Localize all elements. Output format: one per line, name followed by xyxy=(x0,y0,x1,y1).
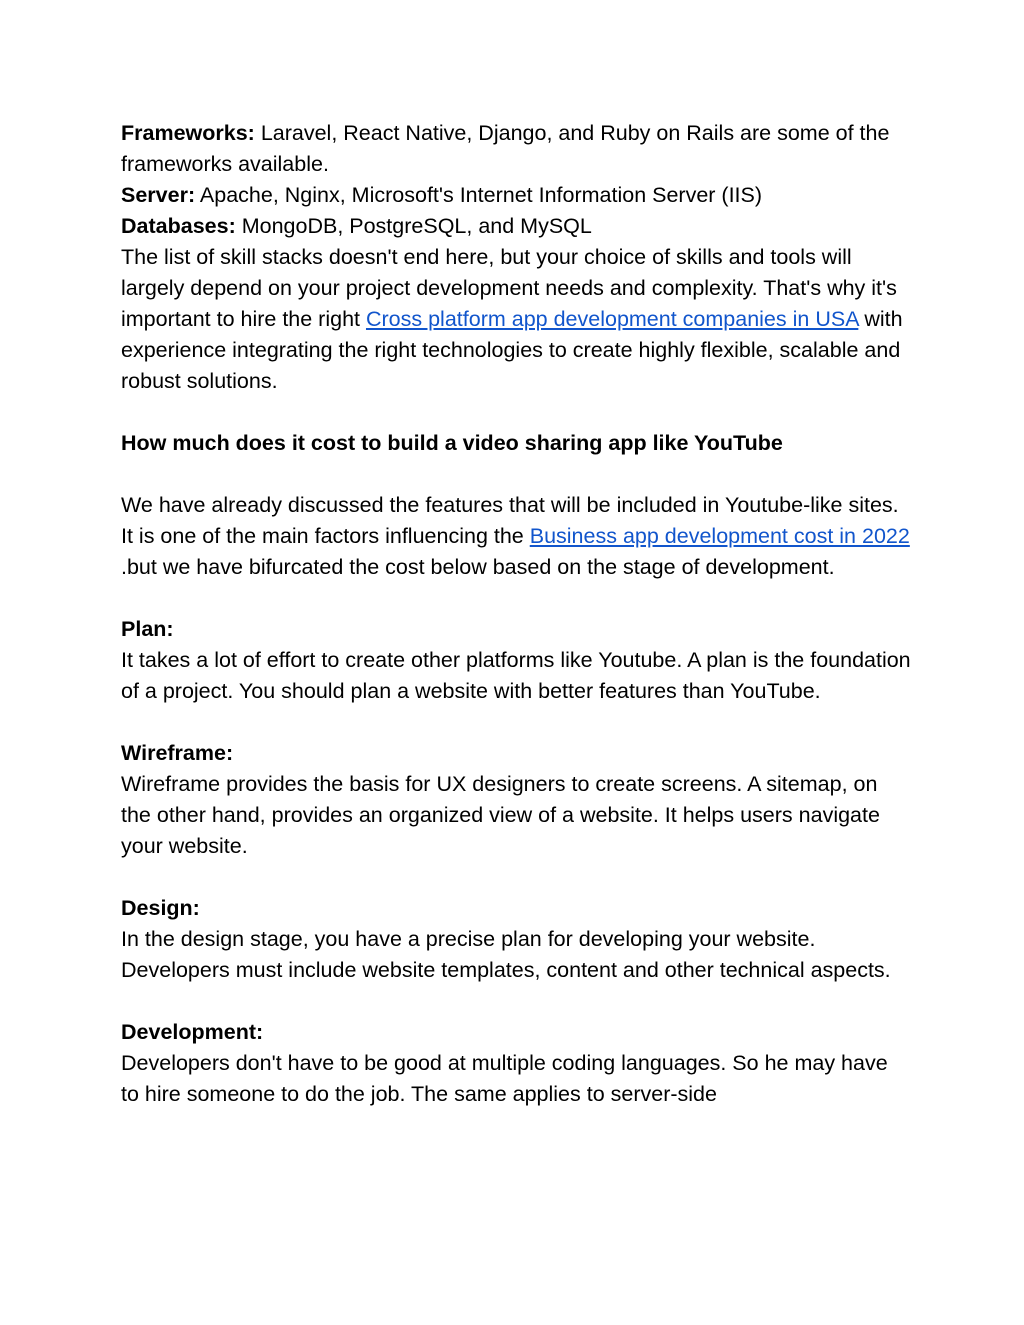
server-label: Server: xyxy=(121,183,196,207)
tech-summary-text-end: with experience integrating the right technologies to create highly flexible, scalable and robust solutions. xyxy=(121,307,903,393)
spacer xyxy=(121,862,911,893)
cross-platform-link[interactable]: Cross platform app development companies in USA xyxy=(365,307,859,331)
cost-intro-text: We have already discussed the features that will be included in Youtube-like sites. It is one of the main factors influencing the xyxy=(121,493,899,548)
design-heading-text: Design: xyxy=(121,896,200,920)
development-paragraph: Developers don't have to be good at multiple coding languages. So he may have to hire someone to do the job. The same applies to server-side xyxy=(121,1051,888,1106)
cost-heading-text: How much does it cost to build a video sharing app like YouTube xyxy=(121,431,783,455)
frameworks-line xyxy=(121,118,911,180)
tech-summary-paragraph xyxy=(121,242,911,397)
spacer xyxy=(121,986,911,1017)
server-text: Apache, Nginx, Microsoft's Internet Information Server (IIS) xyxy=(195,183,763,207)
plan-heading xyxy=(121,614,911,645)
plan-heading-text: Plan: xyxy=(121,617,174,641)
databases-line xyxy=(121,211,911,242)
wireframe-heading-text: Wireframe: xyxy=(121,741,234,765)
document-page xyxy=(121,118,911,1110)
cost-heading xyxy=(121,428,911,459)
server-line xyxy=(121,180,911,211)
design-heading xyxy=(121,893,911,924)
spacer xyxy=(121,707,911,738)
databases-label: Databases: xyxy=(121,214,236,238)
frameworks-label: Frameworks: xyxy=(121,121,255,145)
development-heading xyxy=(121,1017,911,1048)
tech-summary-text: The list of skill stacks doesn't end here, but your choice of skills and tools will largely depend on your project development needs and complexity. That's why it's important to hire the right xyxy=(121,245,897,331)
databases-text: MongoDB, PostgreSQL, and MySQL xyxy=(235,214,592,238)
spacer xyxy=(121,397,911,428)
design-paragraph: In the design stage, you have a precise plan for developing your website. Developers must include website templates, content and other technical aspects. xyxy=(121,927,891,982)
spacer xyxy=(121,459,911,490)
spacer xyxy=(121,583,911,614)
business-app-cost-link[interactable]: Business app development cost in 2022 xyxy=(529,524,910,548)
cost-intro-paragraph xyxy=(121,490,911,583)
wireframe-heading xyxy=(121,738,911,769)
cost-intro-text-end: .but we have bifurcated the cost below based on the stage of development. xyxy=(121,555,835,579)
plan-paragraph: It takes a lot of effort to create other platforms like Youtube. A plan is the foundation of a project. You should plan a website with better features than YouTube. xyxy=(121,648,911,703)
wireframe-paragraph: Wireframe provides the basis for UX designers to create screens. A sitemap, on the other hand, provides an organized view of a website. It helps users navigate your website. xyxy=(121,772,880,858)
development-heading-text: Development: xyxy=(121,1020,264,1044)
frameworks-text: Laravel, React Native, Django, and Ruby on Rails are some of the frameworks available. xyxy=(121,121,890,176)
